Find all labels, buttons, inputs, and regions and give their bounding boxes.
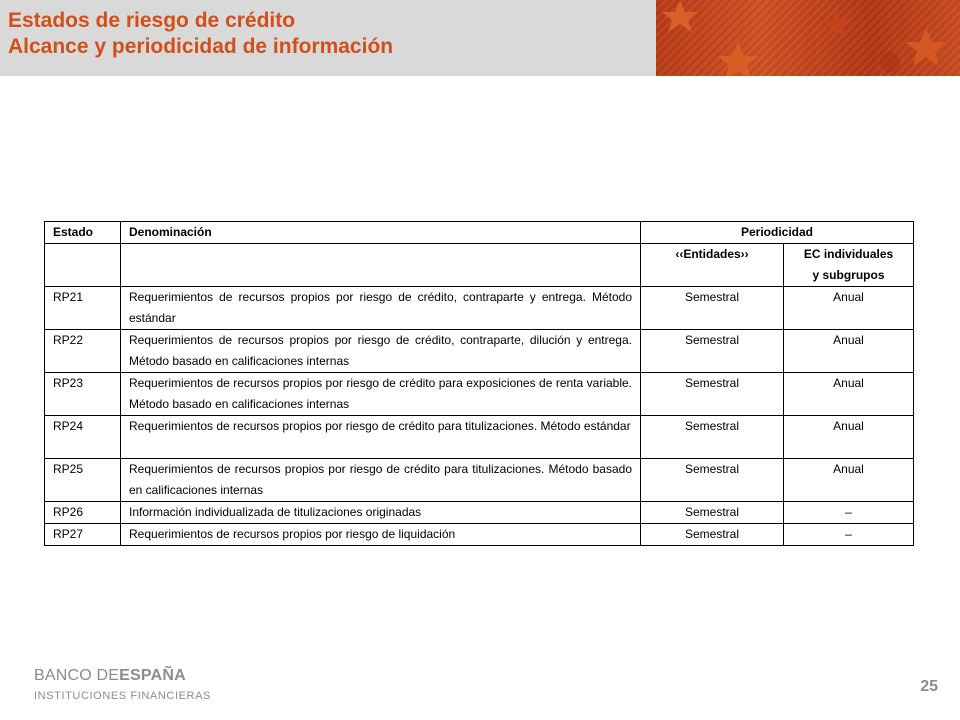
footer-subtitle: INSTITUCIONES FINANCIERAS (34, 690, 211, 702)
page-number: 25 (920, 678, 938, 695)
header-entidades: ‹‹Entidades›› (641, 244, 784, 287)
row-text: Información individualizada de titulizaciones originadas (121, 502, 641, 524)
row-code: RP25 (45, 459, 121, 502)
header-estado: Estado (45, 222, 121, 244)
table-row (45, 524, 914, 546)
banco-de-espana-logo (34, 667, 186, 685)
subheader-empty-1 (45, 244, 121, 287)
row-ec: Anual (784, 459, 914, 502)
table-row (45, 502, 914, 524)
row-ec: Anual (784, 330, 914, 373)
stars-decoration-icon (656, 0, 960, 76)
row-entidades: Semestral (641, 330, 784, 373)
page-title (8, 8, 393, 60)
row-text: Requerimientos de recursos propios por riesgo de crédito para titulizaciones. Método basado en calificaciones internas (121, 459, 641, 502)
table-row (45, 459, 914, 502)
row-entidades: Semestral (641, 373, 784, 416)
row-ec: – (784, 524, 914, 546)
table-row (45, 416, 914, 459)
row-text: Requerimientos de recursos propios por riesgo de crédito, contraparte, dilución y entrega. Método basado en calificaciones internas (121, 330, 641, 373)
row-ec: Anual (784, 416, 914, 459)
row-ec: Anual (784, 373, 914, 416)
row-text: Requerimientos de recursos propios por riesgo de liquidación (121, 524, 641, 546)
row-entidades: Semestral (641, 502, 784, 524)
row-code: RP24 (45, 416, 121, 459)
page-title-line1: Estados de riesgo de crédito (8, 9, 296, 32)
header-decoration (656, 0, 960, 76)
page-title-line2: Alcance y periodicidad de información (8, 35, 394, 58)
row-entidades: Semestral (641, 287, 784, 330)
table-header-row (45, 222, 914, 244)
row-entidades: Semestral (641, 524, 784, 546)
row-code: RP21 (45, 287, 121, 330)
logo-part2: ESPAÑA (119, 667, 186, 684)
row-text: Requerimientos de recursos propios por riesgo de crédito, contraparte y entrega. Método estándar (121, 287, 641, 330)
table-row (45, 330, 914, 373)
row-text: Requerimientos de recursos propios por riesgo de crédito para exposiciones de renta variable. Método basado en calificaciones internas (121, 373, 641, 416)
row-entidades: Semestral (641, 459, 784, 502)
row-code: RP27 (45, 524, 121, 546)
row-code: RP23 (45, 373, 121, 416)
subheader-empty-2 (121, 244, 641, 287)
header-ec-line1: EC individuales (803, 247, 894, 261)
row-entidades: Semestral (641, 416, 784, 459)
table-row (45, 287, 914, 330)
row-code: RP26 (45, 502, 121, 524)
logo-part1: BANCO DE (34, 667, 120, 684)
header-ec (784, 244, 914, 287)
reports-table (44, 221, 914, 546)
row-ec: Anual (784, 287, 914, 330)
table-subheader-row (45, 244, 914, 287)
header-band (0, 0, 960, 76)
row-code: RP22 (45, 330, 121, 373)
header-ec-line2: y subgrupos (812, 268, 885, 282)
row-text: Requerimientos de recursos propios por riesgo de crédito para titulizaciones. Método estándar (121, 416, 641, 459)
table-row (45, 373, 914, 416)
row-ec: – (784, 502, 914, 524)
header-periodicidad: Periodicidad (641, 222, 914, 244)
header-denominacion: Denominación (121, 222, 641, 244)
